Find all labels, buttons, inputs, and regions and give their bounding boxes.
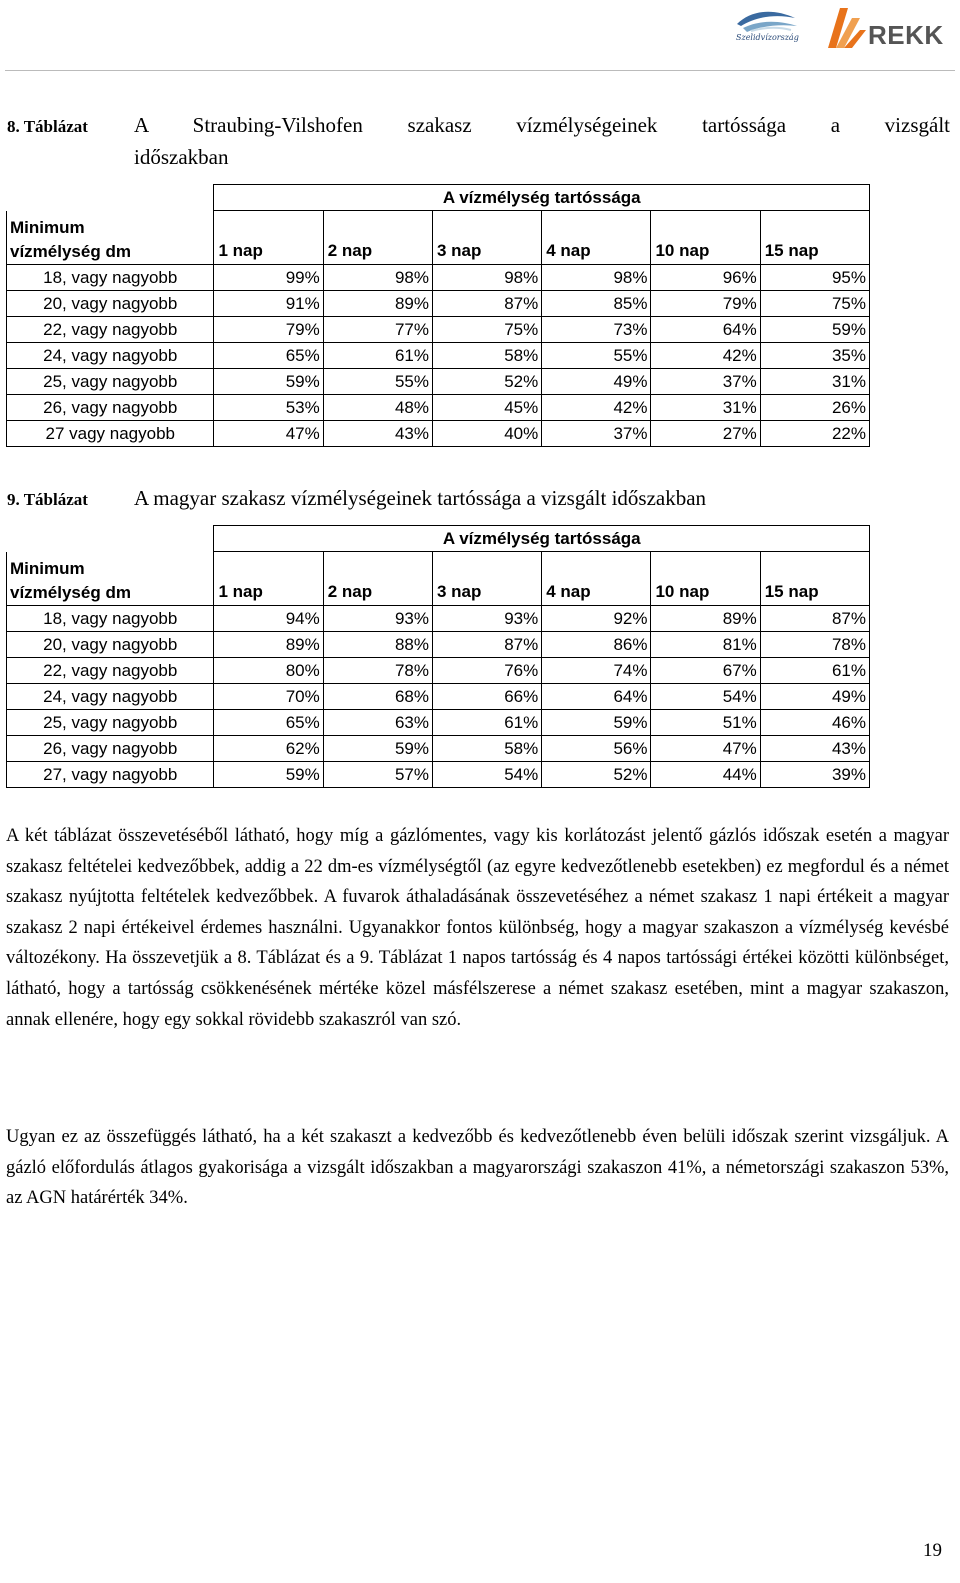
table-cell: 66% <box>432 684 541 710</box>
table-cell: 61% <box>760 658 869 684</box>
table-cell: 37% <box>542 421 651 447</box>
table-cell: 46% <box>760 710 869 736</box>
table-cell: 98% <box>542 265 651 291</box>
row-label: 26, vagy nagyobb <box>7 736 214 762</box>
table8-caption-title-line1: A Straubing-Vilshofen szakasz vízmélységeinek tartóssága a vizsgált <box>134 113 950 137</box>
table-cell: 55% <box>542 343 651 369</box>
table9-body <box>7 606 870 788</box>
table-cell: 55% <box>323 369 432 395</box>
table-cell: 81% <box>651 632 760 658</box>
table9-col-header: 4 nap <box>542 552 651 606</box>
table-cell: 40% <box>432 421 541 447</box>
table8-row-header: Minimum vízmélység dm <box>7 211 214 265</box>
table-cell: 93% <box>432 606 541 632</box>
table-cell: 98% <box>323 265 432 291</box>
table-cell: 87% <box>432 632 541 658</box>
table-cell: 58% <box>432 736 541 762</box>
row-label: 25, vagy nagyobb <box>7 710 214 736</box>
row-label: 26, vagy nagyobb <box>7 395 214 421</box>
row-label: 22, vagy nagyobb <box>7 658 214 684</box>
table-cell: 61% <box>323 343 432 369</box>
table-cell: 49% <box>542 369 651 395</box>
table-cell: 98% <box>432 265 541 291</box>
table-cell: 49% <box>760 684 869 710</box>
table-cell: 59% <box>214 369 323 395</box>
table-cell: 43% <box>323 421 432 447</box>
table-cell: 37% <box>651 369 760 395</box>
table-row <box>7 265 870 291</box>
table-cell: 56% <box>542 736 651 762</box>
row-label: 27, vagy nagyobb <box>7 762 214 788</box>
table-cell: 93% <box>323 606 432 632</box>
table-cell: 89% <box>214 632 323 658</box>
table-cell: 78% <box>323 658 432 684</box>
table9-caption-number: 9. Táblázat <box>7 490 88 509</box>
table-row <box>7 736 870 762</box>
table-cell: 89% <box>323 291 432 317</box>
table9-col-header: 2 nap <box>323 552 432 606</box>
table-cell: 85% <box>542 291 651 317</box>
table-row <box>7 684 870 710</box>
body-paragraph: A két táblázat összevetéséből látható, hogy míg a gázlómentes, vagy kis korlátozást jelentő gázlós időszak esetén a magyar szakasz feltételei kedvezőbbek, addig a 22 dm-es vízmélységtől (az egyre kedvezőtlenebb esetekben) ez megfordul és a német szakasz nyújtotta feltételek kedvezőbbek. A fuvarok áthaladásának összevetéséhez a német szakasz 1 napi értékeit a magyar szakasz 2 napi értékeivel érdemes használni. Ugyanakkor fontos különbség, hogy a magyar szakaszon a vízmélység kevésbé változékony. Ha összevetjük a 8. Táblázat és a 9. Táblázat 1 napos tartósság és 4 napos tartóssági értékei közötti különbséget, látható, hogy a tartósság csökkenésének mértéke közel másfélszerese a német szakasz esetében, mint a magyar szakaszon, annak ellenére, hogy egy sokkal rövidebb szakaszról van szó. <box>6 826 949 1030</box>
table-cell: 99% <box>214 265 323 291</box>
row-label: 20, vagy nagyobb <box>7 291 214 317</box>
table-cell: 58% <box>432 343 541 369</box>
table-cell: 26% <box>760 395 869 421</box>
table-cell: 68% <box>323 684 432 710</box>
table-cell: 79% <box>214 317 323 343</box>
table-cell: 31% <box>651 395 760 421</box>
table8-col-header: 2 nap <box>323 211 432 265</box>
table-cell: 45% <box>432 395 541 421</box>
table-cell: 44% <box>651 762 760 788</box>
table-cell: 54% <box>432 762 541 788</box>
table-cell: 92% <box>542 606 651 632</box>
table-cell: 35% <box>760 343 869 369</box>
row-label: 20, vagy nagyobb <box>7 632 214 658</box>
table-cell: 80% <box>214 658 323 684</box>
table-cell: 65% <box>214 710 323 736</box>
table-cell: 51% <box>651 710 760 736</box>
header-divider <box>5 70 955 71</box>
table9-caption <box>7 482 950 514</box>
table-row <box>7 343 870 369</box>
table-cell: 59% <box>214 762 323 788</box>
table-cell: 59% <box>760 317 869 343</box>
table-cell: 96% <box>651 265 760 291</box>
table8 <box>6 184 870 447</box>
table-cell: 42% <box>542 395 651 421</box>
table8-col-header: 1 nap <box>214 211 323 265</box>
table-row <box>7 317 870 343</box>
table8-col-header: 10 nap <box>651 211 760 265</box>
table-cell: 67% <box>651 658 760 684</box>
table-cell: 87% <box>432 291 541 317</box>
table-cell: 31% <box>760 369 869 395</box>
table8-caption <box>7 109 950 173</box>
row-label: 27 vagy nagyobb <box>7 421 214 447</box>
table9-col-header: 1 nap <box>214 552 323 606</box>
table8-caption-number: 8. Táblázat <box>7 117 88 136</box>
table-cell: 39% <box>760 762 869 788</box>
table9 <box>6 525 870 788</box>
table-cell: 47% <box>214 421 323 447</box>
table-cell: 73% <box>542 317 651 343</box>
table-cell: 74% <box>542 658 651 684</box>
table9-caption-title: A magyar szakasz vízmélységeinek tartóssága a vizsgált időszakban <box>134 486 707 510</box>
table-cell: 27% <box>651 421 760 447</box>
table-cell: 88% <box>323 632 432 658</box>
rekk-logo-text: REKK <box>868 20 944 50</box>
table-cell: 91% <box>214 291 323 317</box>
table-cell: 47% <box>651 736 760 762</box>
table-row <box>7 632 870 658</box>
table-cell: 43% <box>760 736 869 762</box>
page-number: 19 <box>923 1540 942 1561</box>
table-row <box>7 369 870 395</box>
table-cell: 64% <box>651 317 760 343</box>
table-cell: 63% <box>323 710 432 736</box>
table-cell: 75% <box>432 317 541 343</box>
table-cell: 94% <box>214 606 323 632</box>
row-label: 22, vagy nagyobb <box>7 317 214 343</box>
table8-col-header: 3 nap <box>432 211 541 265</box>
table-row <box>7 762 870 788</box>
table-cell: 52% <box>542 762 651 788</box>
table8-col-header: 15 nap <box>760 211 869 265</box>
szelidvizorszag-logo-text: Szelidvízország <box>736 33 799 42</box>
table-cell: 86% <box>542 632 651 658</box>
table-row <box>7 421 870 447</box>
table-cell: 54% <box>651 684 760 710</box>
table-row <box>7 658 870 684</box>
table-cell: 64% <box>542 684 651 710</box>
table-cell: 95% <box>760 265 869 291</box>
table-cell: 61% <box>432 710 541 736</box>
row-label: 18, vagy nagyobb <box>7 606 214 632</box>
table-cell: 59% <box>542 710 651 736</box>
row-label: 25, vagy nagyobb <box>7 369 214 395</box>
table-cell: 57% <box>323 762 432 788</box>
table-cell: 59% <box>323 736 432 762</box>
table8-caption-title-line2: időszakban <box>134 145 229 169</box>
table-cell: 70% <box>214 684 323 710</box>
row-label: 18, vagy nagyobb <box>7 265 214 291</box>
row-label: 24, vagy nagyobb <box>7 684 214 710</box>
table9-group-header: A vízmélység tartóssága <box>214 526 870 552</box>
table-cell: 52% <box>432 369 541 395</box>
table-cell: 77% <box>323 317 432 343</box>
table9-col-header: 15 nap <box>760 552 869 606</box>
table-cell: 48% <box>323 395 432 421</box>
table-cell: 79% <box>651 291 760 317</box>
table8-body <box>7 265 870 447</box>
table-cell: 62% <box>214 736 323 762</box>
table9-col-header: 10 nap <box>651 552 760 606</box>
table-cell: 65% <box>214 343 323 369</box>
table-cell: 87% <box>760 606 869 632</box>
table-cell: 75% <box>760 291 869 317</box>
table-cell: 42% <box>651 343 760 369</box>
table-cell: 22% <box>760 421 869 447</box>
table-row <box>7 710 870 736</box>
table-row <box>7 606 870 632</box>
table-row <box>7 291 870 317</box>
table8-group-header: A vízmélység tartóssága <box>214 185 870 211</box>
table-cell: 76% <box>432 658 541 684</box>
page-header <box>0 0 960 70</box>
table9-row-header: Minimum vízmélység dm <box>7 552 214 606</box>
table-row <box>7 395 870 421</box>
body-paragraph: Ugyan ez az összefüggés látható, ha a két szakaszt a kedvezőbb és kedvezőtlenebb éven belüli időszak szerint vizsgáljuk. A gázló előfordulás átlagos gyakorisága a vizsgált időszakban a magyarországi szakaszon 41%, a németországi szakaszon 53%, az AGN határérték 34%. <box>6 1127 949 1209</box>
row-label: 24, vagy nagyobb <box>7 343 214 369</box>
table8-col-header: 4 nap <box>542 211 651 265</box>
table-cell: 78% <box>760 632 869 658</box>
table-cell: 53% <box>214 395 323 421</box>
table-cell: 89% <box>651 606 760 632</box>
table9-col-header: 3 nap <box>432 552 541 606</box>
